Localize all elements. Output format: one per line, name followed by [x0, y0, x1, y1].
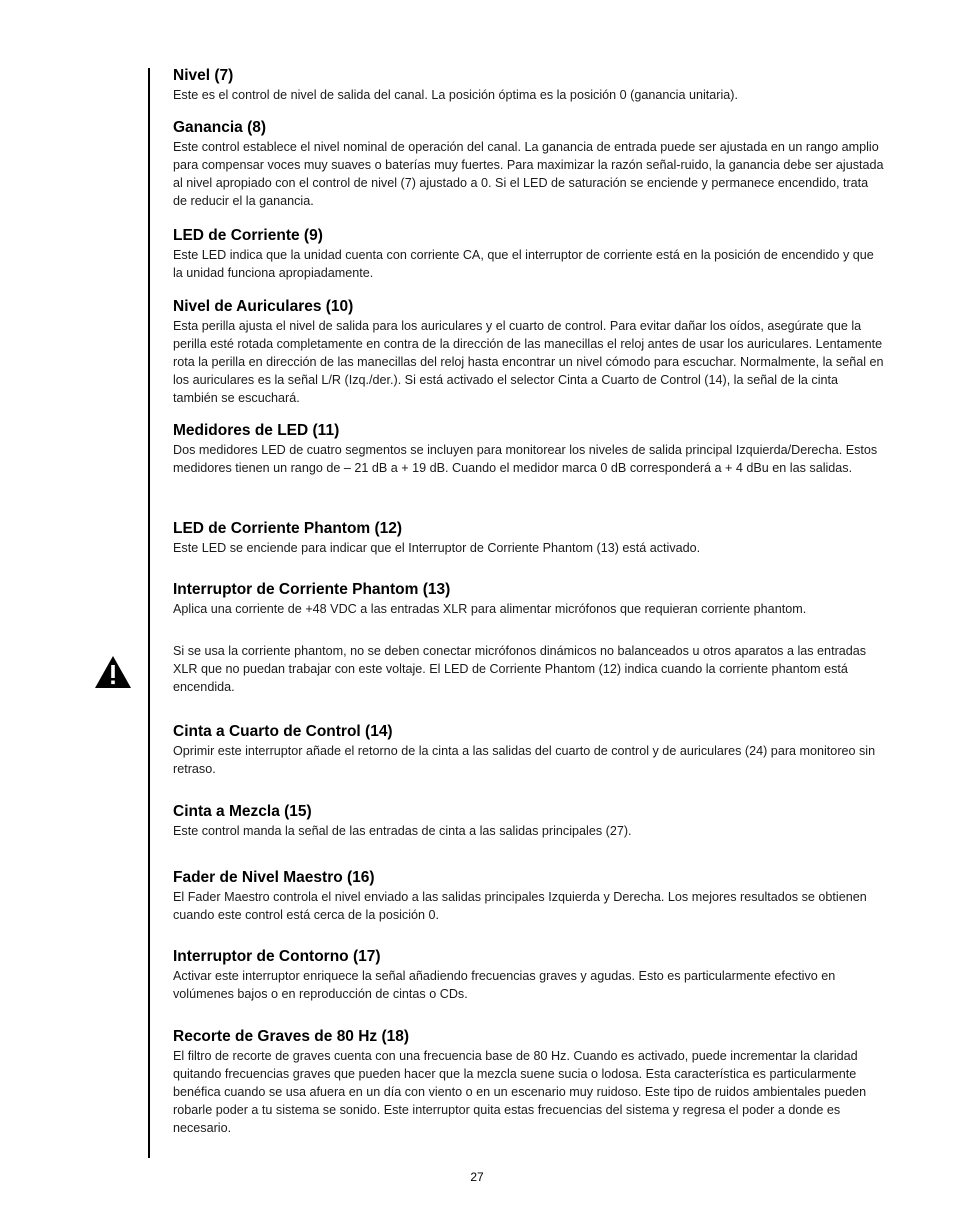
section-text: Oprimir este interruptor añade el retorno de la cinta a las salidas del cuarto de control y de auriculares (24) para monitoreo sin retraso.: [173, 744, 876, 776]
section-heading: Ganancia (8): [173, 119, 267, 136]
section-interruptor-contorno: [173, 947, 885, 1003]
section-interruptor-phantom: [173, 580, 885, 618]
section-text: Este es el control de nivel de salida del canal. La posición óptima es la posición 0 (ganancia unitaria).: [173, 88, 738, 102]
section-heading: Nivel (7): [173, 67, 234, 84]
section-led-corriente: [173, 226, 885, 282]
section-led-phantom: [173, 519, 885, 557]
section-text: Activar este interruptor enriquece la señal añadiendo frecuencias graves y agudas. Esto es particularmente efectivo en volúmenes bajos o en reproducción de cintas o CDs.: [173, 969, 836, 1001]
section-text: El Fader Maestro controla el nivel enviado a las salidas principales Izquierda y Derecha. Los mejores resultados se obtienen cuando este control está cerca de la posición 0.: [173, 890, 867, 922]
section-fader-maestro: [173, 868, 885, 924]
section-heading: LED de Corriente Phantom (12): [173, 520, 403, 537]
section-text: Dos medidores LED de cuatro segmentos se incluyen para monitorear los niveles de salida principal Izquierda/Derecha. Estos medidores tienen un rango de – 21 dB a + 19 dB. Cuando el medidor marca 0 dB corresponderá a + 4 dBu en las salidas.: [173, 443, 878, 475]
section-medidores-led: [173, 421, 885, 477]
section-text: Este LED indica que la unidad cuenta con corriente CA, que el interruptor de corriente está en la posición de encendido y que la unidad funciona apropiadamente.: [173, 248, 874, 280]
section-text: Este control establece el nivel nominal de operación del canal. La ganancia de entrada puede ser ajustada en un rango amplio para compensar voces muy suaves o baterías muy fuertes. Para maximizar la razón señal-ruido, la ganancia debe ser ajustada al nivel apropiado con el control de nivel (7) ajustado a 0. Si el LED de saturación se enciende y permanece encendido, trata de reducir el la ganancia.: [173, 140, 884, 208]
section-nivel: [173, 66, 885, 104]
section-heading: Nivel de Auriculares (10): [173, 298, 354, 315]
margin-rule: [148, 68, 150, 1158]
section-ganancia: [173, 118, 885, 210]
section-recorte-graves: [173, 1027, 885, 1137]
section-text: El filtro de recorte de graves cuenta con una frecuencia base de 80 Hz. Cuando es activado, puede incrementar la claridad quitando frecuencias graves que pueden hacer que la mezcla suene sucia o lodosa. Esta característica es particularmente benéfica cuando se usa afuera en un día con viento o en un escenario muy ruidoso. Este tipo de ruidos ambientales pueden robarle poder a tu sistema se sonido. Este interruptor quita estas frecuencias del sistema y regresa el poder a donde es necesario.: [173, 1049, 867, 1135]
warning-triangle-icon: [94, 655, 132, 689]
section-cinta-cuarto-control: [173, 722, 885, 778]
section-text: Este control manda la señal de las entradas de cinta a las salidas principales (27).: [173, 824, 632, 838]
section-nivel-auriculares: [173, 297, 885, 407]
section-text: Aplica una corriente de +48 VDC a las entradas XLR para alimentar micrófonos que requieran corriente phantom.: [173, 602, 807, 616]
section-heading: Medidores de LED (11): [173, 422, 340, 439]
page-number: 27: [470, 1170, 484, 1184]
section-heading: Cinta a Cuarto de Control (14): [173, 723, 393, 740]
section-phantom-warning: [173, 642, 885, 696]
warning-text: Si se usa la corriente phantom, no se deben conectar micrófonos dinámicos no balanceados u otros aparatos a las entradas XLR que no puedan trabajar con este voltaje. El LED de Corriente Phantom (12) indica cuando la corriente phantom está encendida.: [173, 644, 867, 694]
section-heading: Fader de Nivel Maestro (16): [173, 869, 375, 886]
section-heading: Cinta a Mezcla (15): [173, 803, 312, 820]
section-text: Esta perilla ajusta el nivel de salida para los auriculares y el cuarto de control. Para evitar dañar los oídos, asegúrate que la perilla esté rotada completamente en contra de la dirección de las manecillas el reloj antes de usar los auriculares. Lentamente rota la perilla en dirección de las manecillas del reloj hasta encontrar un nivel cómodo para escuchar. Normalmente, la señal en los auriculares es la señal L/R (Izq./der.). Si está activado el selector Cinta a Cuarto de Control (14), la señal de la cinta también se escuchará.: [173, 319, 884, 405]
section-text: Este LED se enciende para indicar que el Interruptor de Corriente Phantom (13) está activado.: [173, 541, 701, 555]
section-heading: Recorte de Graves de 80 Hz (18): [173, 1028, 410, 1045]
section-heading: Interruptor de Contorno (17): [173, 948, 381, 965]
section-heading: LED de Corriente (9): [173, 227, 323, 244]
section-heading: Interruptor de Corriente Phantom (13): [173, 581, 451, 598]
section-cinta-mezcla: [173, 802, 885, 840]
